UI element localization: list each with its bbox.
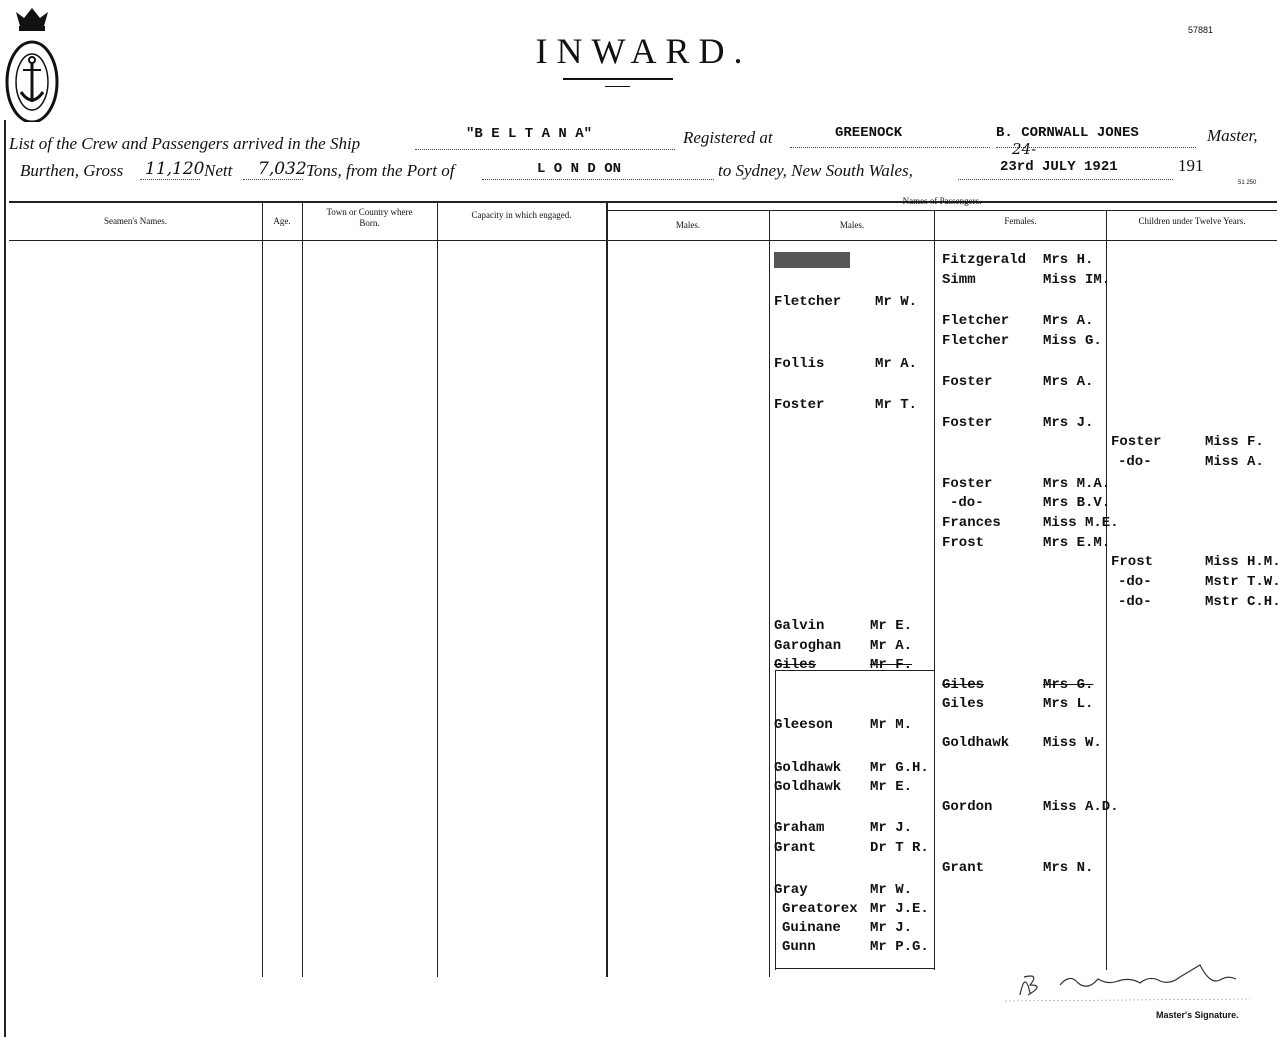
female-entry: Foster (942, 415, 993, 431)
child-entry: -do- (1118, 594, 1152, 610)
female-entry: Fletcher (942, 333, 1010, 349)
male-entry: Galvin (774, 618, 825, 634)
female-title: Miss G. (1043, 333, 1102, 349)
child-title: Miss H.M. (1205, 554, 1281, 570)
female-title: Mrs A. (1043, 313, 1094, 329)
male-title: Mr A. (870, 638, 913, 654)
left-margin-rule (4, 120, 6, 1037)
male-title: Mr P.G. (870, 939, 929, 955)
registered-label: Registered at (683, 128, 773, 147)
registered-port: GREENOCK (835, 125, 903, 141)
ship-dotline (415, 148, 675, 150)
child-entry: -do- (1118, 454, 1152, 470)
master-label: Master, (1207, 126, 1258, 145)
female-entry: Foster (942, 476, 993, 492)
male-entry: Follis (774, 356, 825, 372)
female-entry: Frances (942, 515, 1001, 531)
header-list-label: List of the Crew and Passengers arrived in the Ship (9, 134, 361, 153)
female-entry: Fitzgerald (942, 252, 1027, 268)
male-entry (774, 294, 841, 310)
female-entry: Fletcher (942, 313, 1010, 329)
male-title: Mr W. (870, 882, 913, 898)
male-entry-struck: Giles (774, 657, 817, 673)
col-header-age: Age. (273, 216, 291, 226)
col-header-males-crew: Males. (675, 220, 701, 230)
child-entry: Frost (1111, 554, 1154, 570)
female-title: Mrs L. (1043, 696, 1094, 712)
ship-name: "B E L T A N A" (466, 126, 593, 142)
col-rule-capacity (437, 201, 438, 977)
female-entry: Simm (942, 272, 976, 288)
female-title: Mrs N. (1043, 860, 1094, 876)
female-title-struck: Mrs G. (1043, 677, 1094, 693)
to-label: to Sydney, New South Wales, (718, 161, 913, 180)
arrival-date: 23rd JULY 1921 (1000, 159, 1118, 175)
female-entry: Giles (942, 696, 985, 712)
male-surname: Fletcher (774, 294, 842, 310)
col-header-children: Children under Twelve Years. (1138, 216, 1246, 226)
male-entry: Gray (774, 882, 808, 898)
form-code: 51 250 (1238, 180, 1257, 186)
gross-tons: 11,120 (145, 159, 205, 179)
male-title: Mr J. (870, 920, 913, 936)
male-entry: Goldhawk (774, 779, 842, 795)
col-rule-age (262, 201, 263, 977)
males-bottom-rule (775, 968, 935, 969)
female-entry: Foster (942, 374, 993, 390)
male-title: Mr W. (875, 294, 918, 310)
col-rule-passengers (606, 201, 608, 977)
col-header-females: Females. (1004, 216, 1037, 226)
male-entry: Goldhawk (774, 760, 842, 776)
child-title: Miss A. (1205, 454, 1264, 470)
female-entry-struck: Giles (942, 677, 985, 693)
female-title: Mrs A. (1043, 374, 1094, 390)
col-rule-children (1106, 210, 1107, 970)
col-header-seamen: Seamen's Names. (103, 216, 168, 226)
male-entry: Foster (774, 397, 825, 413)
male-entry (774, 252, 850, 268)
male-title: Mr G.H. (870, 760, 929, 776)
child-title: Mstr T.W. (1205, 574, 1281, 590)
male-title: Mr T. (875, 397, 918, 413)
document-number: 57881 (1188, 25, 1214, 35)
from-port: L O N D ON (537, 161, 622, 177)
female-entry: Frost (942, 535, 985, 551)
title-underline-short (605, 86, 630, 87)
registered-dotline (790, 146, 990, 148)
page-title: INWARD. (535, 31, 752, 71)
female-title: Miss W. (1043, 735, 1102, 751)
col-header-males: Males. (839, 220, 865, 230)
nett-tons: 7,032 (258, 159, 307, 179)
male-surname: XXXXXXXXX (774, 252, 850, 268)
col-rule-females (934, 210, 935, 970)
child-entry: -do- (1118, 574, 1152, 590)
column-header-rule (9, 240, 1277, 241)
col-rule-town (302, 201, 303, 977)
male-entry: Guinane (782, 920, 841, 936)
male-entry: Gunn (782, 939, 816, 955)
female-entry: Goldhawk (942, 735, 1010, 751)
signature-caption: Master's Signature. (1156, 1010, 1239, 1020)
male-entry: Grant (774, 840, 817, 856)
date-dotline (958, 178, 1173, 180)
male-entry: Garoghan (774, 638, 842, 654)
male-title-struck: Mr F. (870, 657, 913, 673)
child-entry: Foster (1111, 434, 1162, 450)
female-entry: Gordon (942, 799, 993, 815)
female-title: Miss M.E. (1043, 515, 1119, 531)
female-title: Mrs J. (1043, 415, 1094, 431)
male-entry: Graham (774, 820, 825, 836)
male-title: Mr M. (870, 717, 913, 733)
male-title: Mr A. (875, 356, 918, 372)
female-entry: -do- (950, 495, 984, 511)
from-dotline (482, 178, 714, 180)
date-correction: 24- (1012, 140, 1037, 158)
female-title: Mrs H. (1043, 252, 1094, 268)
female-title: Miss A.D. (1043, 799, 1119, 815)
female-entry: Grant (942, 860, 985, 876)
master-signature (1000, 955, 1260, 1005)
male-entry: Gleeson (774, 717, 833, 733)
master-name: B. CORNWALL JONES (996, 125, 1139, 141)
female-title: Mrs M.A. (1043, 476, 1111, 492)
title-underline (563, 78, 673, 80)
child-title: Miss F. (1205, 434, 1264, 450)
burthen-label: Burthen, Gross (20, 161, 124, 180)
female-title: Miss IM. (1043, 272, 1111, 288)
child-title: Mstr C.H. (1205, 594, 1281, 610)
nett-label: Nett (204, 161, 233, 180)
male-title: Mr E. (870, 779, 913, 795)
passenger-subheader-rule (607, 210, 1277, 211)
gross-dotline (140, 178, 200, 180)
from-label: Tons, from the Port of (306, 161, 455, 180)
nett-dotline (243, 178, 303, 180)
male-title: Mr J.E. (870, 901, 929, 917)
female-title: Mrs E.M. (1043, 535, 1111, 551)
col-header-passengers: Names of Passengers. (902, 196, 982, 206)
male-title: Mr J. (870, 820, 913, 836)
female-title: Mrs B.V. (1043, 495, 1111, 511)
printed-year: 191 (1178, 156, 1204, 175)
male-title: Dr T R. (870, 840, 929, 856)
col-rule-males (769, 210, 770, 977)
col-header-capacity: Capacity in which engaged. (471, 210, 572, 220)
male-entry: Greatorex (782, 901, 858, 917)
male-title: Mr E. (870, 618, 913, 634)
col-header-town: Town or Country where Born. (326, 207, 413, 228)
